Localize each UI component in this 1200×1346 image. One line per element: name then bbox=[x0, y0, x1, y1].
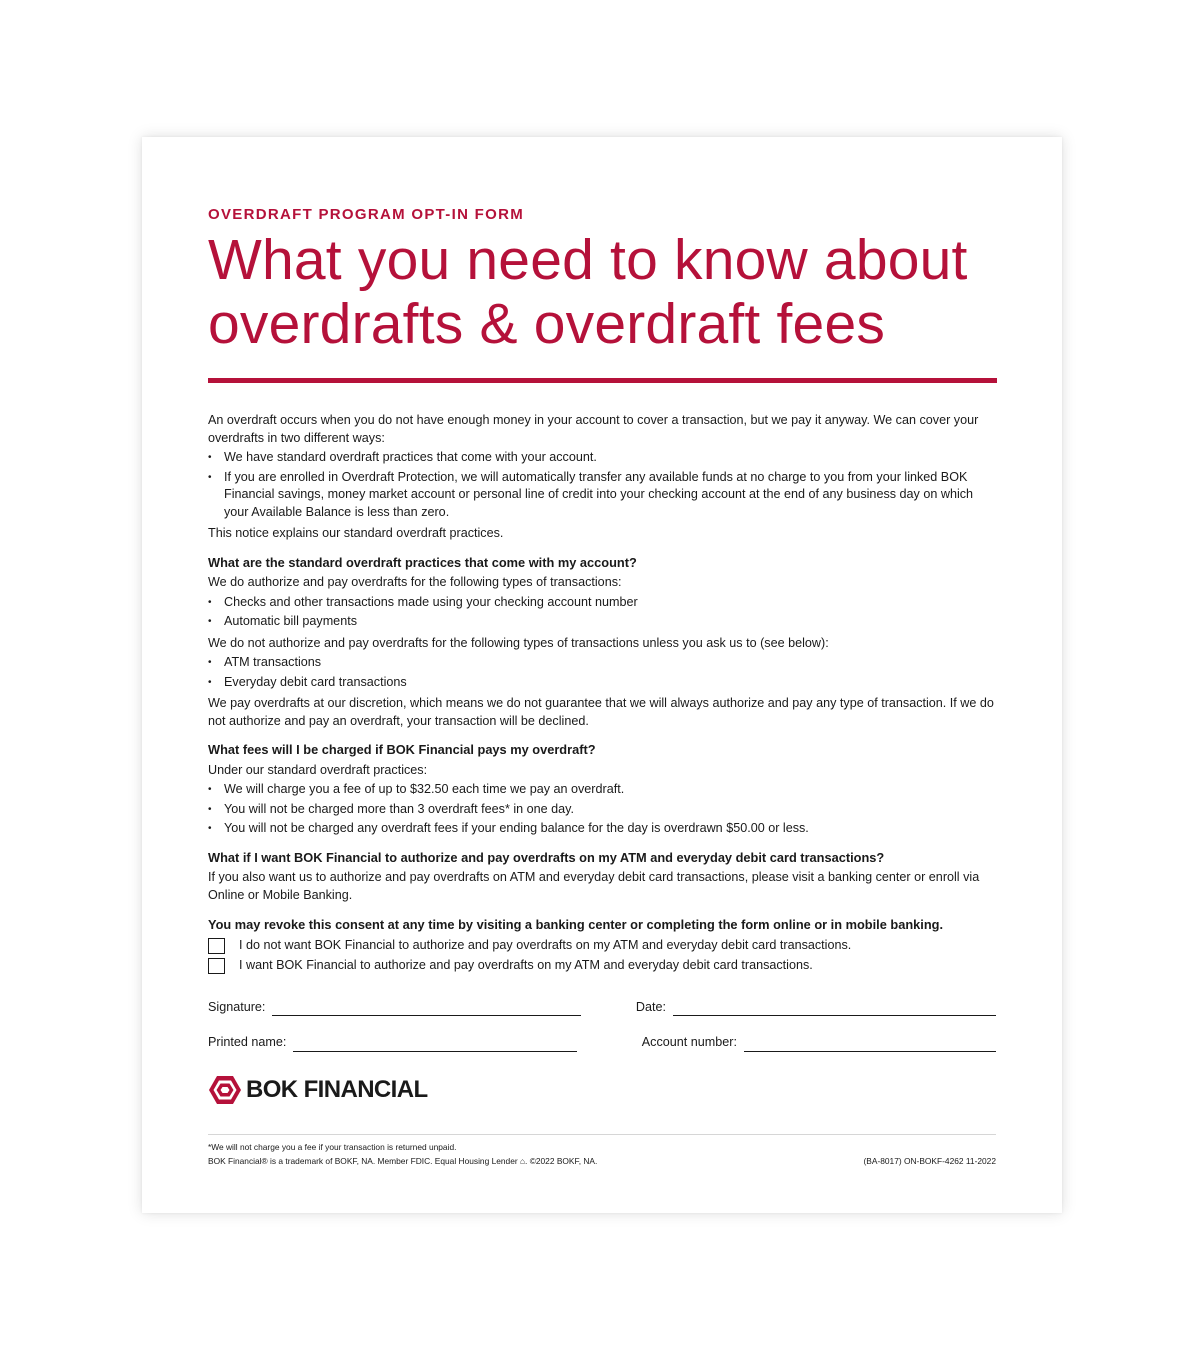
page-title bbox=[208, 228, 996, 356]
section-lead: We do authorize and pay overdrafts for the following types of transactions: bbox=[208, 575, 622, 589]
list-item: • We will charge you a fee of up to $32.50 each time we pay an overdraft. bbox=[208, 781, 996, 799]
footer bbox=[208, 1140, 996, 1168]
title-divider bbox=[208, 378, 997, 383]
logo-wordmark: BOK FINANCIAL bbox=[246, 1075, 428, 1103]
signature-input-line[interactable] bbox=[272, 1003, 581, 1016]
signature-label: Signature: bbox=[208, 999, 266, 1014]
accept-option-label: I want BOK Financial to authorize and pay overdrafts on my ATM and everyday debit card transactions. bbox=[239, 958, 813, 973]
footnote: *We will not charge you a fee if your transaction is returned unpaid. bbox=[208, 1141, 457, 1152]
title-line-2: overdrafts & overdraft fees bbox=[208, 292, 886, 356]
footer-legal-row bbox=[208, 1154, 996, 1168]
footer-divider bbox=[208, 1134, 996, 1135]
signature-row-1 bbox=[208, 999, 996, 1017]
list-item: • Automatic bill payments bbox=[208, 613, 996, 631]
account-number-label: Account number: bbox=[641, 1035, 737, 1049]
decline-checkbox[interactable] bbox=[208, 938, 225, 954]
date-input-line[interactable] bbox=[673, 1003, 996, 1016]
title-line-1: What you need to know about bbox=[208, 228, 968, 292]
form-content bbox=[208, 207, 996, 1168]
not-authorized-types-list bbox=[208, 654, 996, 691]
legal-text: BOK Financial® is a trademark of BOKF, NA. Member FDIC. Equal Housing Lender ⌂. ©2022 BOKF, NA. bbox=[208, 1155, 598, 1166]
account-number-input-line[interactable] bbox=[744, 1039, 996, 1052]
section-heading-standard-practices: What are the standard overdraft practices that come with my account? bbox=[208, 554, 637, 570]
accept-option-row[interactable] bbox=[208, 958, 996, 975]
list-item: • ATM transactions bbox=[208, 654, 996, 672]
intro-closing: This notice explains our standard overdraft practices. bbox=[208, 526, 504, 540]
list-item: • Checks and other transactions made using your checking account number bbox=[208, 594, 996, 612]
list-item: • If you are enrolled in Overdraft Protection, we will automatically transfer any available funds at no charge to you from your linked BOK Financial savings, money market account or personal line of credit into your checking account at the end of any business day on which your Available Balance is less than zero. bbox=[208, 469, 996, 522]
list-item: • Everyday debit card transactions bbox=[208, 674, 996, 692]
section-heading-opt-in: What if I want BOK Financial to authorize and pay overdrafts on my ATM and everyday debit card transactions? bbox=[208, 849, 885, 865]
form-code: (BA-8017) ON-BOKF-4262 11-2022 bbox=[863, 1155, 996, 1166]
list-item: • You will not be charged more than 3 overdraft fees* in one day. bbox=[208, 801, 996, 819]
form-page bbox=[142, 137, 1062, 1213]
revoke-consent-notice: You may revoke this consent at any time by visiting a banking center or completing the form online or in mobile banking. bbox=[208, 917, 944, 932]
form-body bbox=[208, 412, 996, 1052]
opt-in-paragraph: If you also want us to authorize and pay overdrafts on ATM and everyday debit card transactions, please visit a banking center or enroll via Online or Mobile Banking. bbox=[208, 870, 980, 902]
decline-option-row[interactable] bbox=[208, 938, 996, 955]
account-number-field bbox=[642, 1034, 996, 1052]
printed-name-label: Printed name: bbox=[208, 1035, 287, 1049]
form-eyebrow: OVERDRAFT PROGRAM OPT-IN FORM bbox=[208, 206, 525, 223]
date-label: Date: bbox=[635, 999, 666, 1014]
accept-checkbox[interactable] bbox=[208, 958, 225, 974]
date-field bbox=[636, 999, 996, 1017]
discretion-paragraph: We pay overdrafts at our discretion, which means we do not guarantee that we will always authorize and pay any type of transaction. If we do not authorize and pay an overdraft, your transaction will be declined. bbox=[208, 696, 994, 728]
signature-row-2 bbox=[208, 1034, 996, 1052]
bok-hexagon-logo-icon bbox=[208, 1074, 242, 1106]
decline-option-label: I do not want BOK Financial to authorize and pay overdrafts on my ATM and everyday debit card transactions. bbox=[239, 938, 852, 953]
authorized-types-list bbox=[208, 594, 996, 631]
list-item: • We have standard overdraft practices that come with your account. bbox=[208, 449, 996, 467]
printed-name-input-line[interactable] bbox=[293, 1039, 577, 1052]
section-heading-fees: What fees will I be charged if BOK Financial pays my overdraft? bbox=[208, 742, 596, 757]
intro-paragraph: An overdraft occurs when you do not have enough money in your account to cover a transaction, but we pay it anyway. We can cover your overdrafts in two different ways: bbox=[208, 413, 979, 445]
list-item: • You will not be charged any overdraft fees if your ending balance for the day is overdrawn $50.00 or less. bbox=[208, 820, 996, 838]
section-lead-2: We do not authorize and pay overdrafts for the following types of transactions unless you ask us to (see below): bbox=[208, 635, 829, 650]
fees-list bbox=[208, 781, 996, 838]
signature-field bbox=[208, 999, 581, 1017]
intro-bullet-list bbox=[208, 449, 996, 521]
printed-name-field bbox=[208, 1034, 577, 1052]
fees-lead: Under our standard overdraft practices: bbox=[208, 762, 428, 777]
bok-financial-logo bbox=[208, 1074, 996, 1106]
